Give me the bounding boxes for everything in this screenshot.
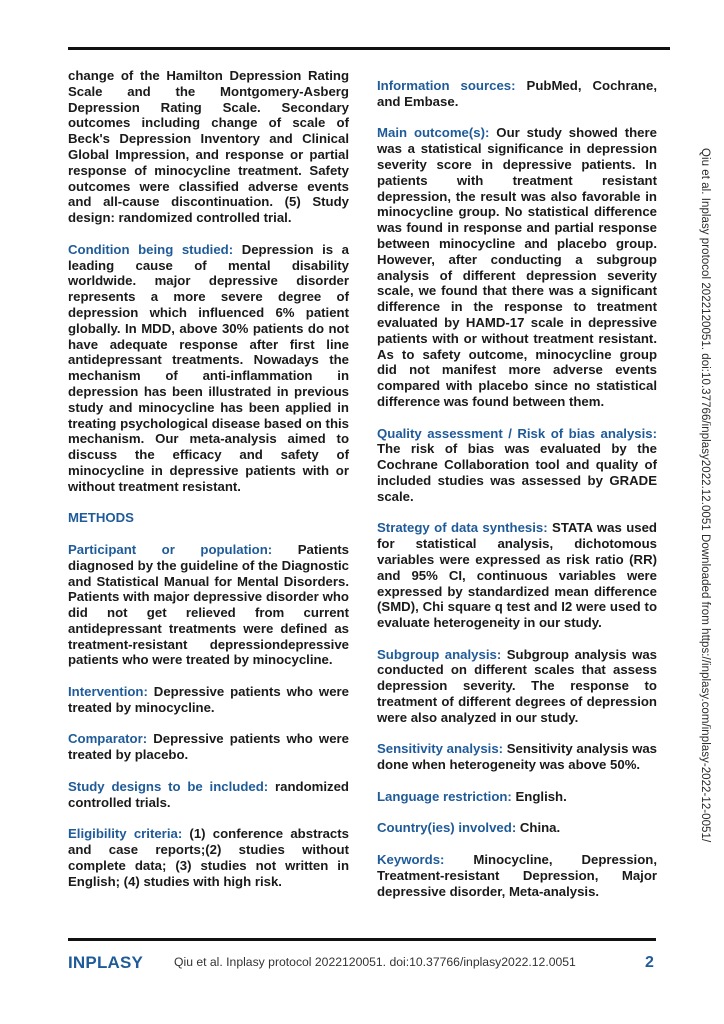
- quality-assessment-text: The risk of bias was evaluated by the Cochrane Collaboration tool and quality of included studies was assessed by GRADE scale.: [377, 441, 657, 504]
- eligibility-label: Eligibility criteria:: [68, 826, 183, 842]
- information-sources-paragraph: [377, 78, 657, 110]
- quality-assessment-label: Quality assessment / Risk of bias analysis:: [377, 425, 657, 441]
- intervention-label: Intervention:: [68, 684, 148, 700]
- data-synthesis-label: Strategy of data synthesis:: [377, 520, 548, 536]
- sensitivity-analysis-text: Sensitivity analysis was done when heterogeneity was above 50%.: [377, 741, 658, 773]
- download-side-note: Qiu et al. Inplasy protocol 2022120051. doi:10.37766/inplasy2022.12.0051 Downloaded from https://inplasy.com/inplasy-2022-12-0051/: [699, 148, 711, 843]
- keywords-paragraph: [377, 852, 657, 899]
- countries-text: China.: [516, 820, 561, 836]
- left-column: [68, 68, 349, 905]
- main-outcomes-label: Main outcome(s):: [377, 125, 490, 141]
- information-sources-text: PubMed, Cochrane, and Embase.: [377, 78, 657, 109]
- language-restriction-label: Language restriction:: [377, 788, 512, 804]
- study-designs-paragraph: [68, 779, 349, 811]
- eligibility-paragraph: [68, 826, 349, 889]
- language-restriction-paragraph: [377, 789, 657, 805]
- condition-label: Condition being studied:: [68, 241, 234, 257]
- study-designs-text: randomized controlled trials.: [68, 778, 349, 810]
- comparator-text: Depressive patients who were treated by placebo.: [68, 731, 349, 763]
- subgroup-analysis-label: Subgroup analysis:: [377, 646, 502, 662]
- subgroup-analysis-text: Subgroup analysis was conducted on different scales that assess depression severity. The response to treatment of different degrees of depression were also analyzed in our study.: [377, 646, 657, 725]
- data-synthesis-paragraph: [377, 520, 657, 631]
- participant-text: Patients diagnosed by the guideline of the Diagnostic and Statistical Manual for Mental Disorders. Patients with major depressive disorder who did not get relieved from current antidepressant treatments were defined as treatment-resistant depressiondepressive patients who were treated by minocycline.: [68, 541, 349, 668]
- language-restriction-text: English.: [511, 788, 567, 804]
- data-synthesis-text: STATA was used for statistical analysis, dichotomous variables were expressed as risk ratio (RR) and 95% CI, continuous variables were expressed by standardized mean difference (SMD), Chi square q test and I2 were used to evaluate heterogeneity in our study.: [377, 520, 657, 631]
- footer-citation: Qiu et al. Inplasy protocol 2022120051. doi:10.37766/inplasy2022.12.0051: [174, 955, 576, 969]
- keywords-text: Minocycline, Depression, Treatment-resistant Depression, Major depressive disorder, Meta-analysis.: [377, 852, 657, 899]
- right-column: [377, 78, 657, 915]
- information-sources-label: Information sources:: [377, 78, 516, 93]
- comparator-label: Comparator:: [68, 731, 148, 747]
- countries-label: Country(ies) involved:: [377, 820, 517, 836]
- study-designs-label: Study designs to be included:: [68, 778, 269, 794]
- subgroup-analysis-paragraph: [377, 647, 657, 726]
- participant-paragraph: [68, 542, 349, 668]
- countries-paragraph: [377, 820, 657, 836]
- participant-label: Participant or population:: [68, 541, 273, 557]
- footer-brand-logo: INPLASY: [68, 953, 144, 972]
- keywords-label: Keywords:: [377, 852, 445, 868]
- main-outcomes-paragraph: [377, 125, 657, 409]
- header-rule: [68, 47, 670, 50]
- intervention-paragraph: [68, 684, 349, 716]
- intervention-text: Depressive patients who were treated by minocycline.: [68, 684, 349, 715]
- sensitivity-analysis-label: Sensitivity analysis:: [377, 741, 504, 757]
- comparator-paragraph: [68, 731, 349, 763]
- page-number: 2: [645, 954, 654, 971]
- condition-paragraph: [68, 242, 349, 495]
- intro-continuation: change of the Hamilton Depression Rating Scale and the Montgomery-Asberg Depression Rating Scale. Secondary outcomes including change of scale of Beck's Depression Inventory and Clinical Global Impression, and response or partial response of minocycline treatment. Safety outcomes were classified adverse events and all-cause discontinuation. (5) Study design: randomized controlled trial.: [68, 68, 349, 226]
- condition-text: Depression is a leading cause of mental disability worldwide. major depressive disorder represents a more severe degree of depression which influenced 6% patient globally. In MDD, above 30% patients do not have adequate response after first line antidepressant treatments. Nowadays the mechanism of anti-inflammation in depression has been illustrated in previous study and minocycline has been applied in treating psychological disease based on this mechanism. Our meta-analysis aimed to discuss the efficacy and safety of minocycline in depressive patients with or without treatment resistant.: [68, 241, 350, 494]
- quality-assessment-paragraph: [377, 426, 657, 505]
- sensitivity-analysis-paragraph: [377, 741, 657, 773]
- eligibility-text: (1) conference abstracts and case reports;(2) studies without complete data; (3) studies not written in English; (4) studies with high risk.: [68, 826, 349, 889]
- main-outcomes-text: Our study showed there was a statistical significance in depression severity score in depressive patients. In patients with treatment resistant depression, the result was also favorable in minocycline group. No statistical difference was found in response and partial response between minocycline and placebo group. However, after conducting a subgroup analysis of different depression severity scale, we found that there was a significant difference in the response to treatment evaluated by HAMD-17 scale in depressive patients with or without treatment resistant. As to safety outcome, minocycline group did not manifest more adverse events compared with placebo since no statistical difference was found between them.: [377, 125, 657, 409]
- methods-heading: METHODS: [68, 510, 134, 526]
- footer-rule: [68, 938, 656, 941]
